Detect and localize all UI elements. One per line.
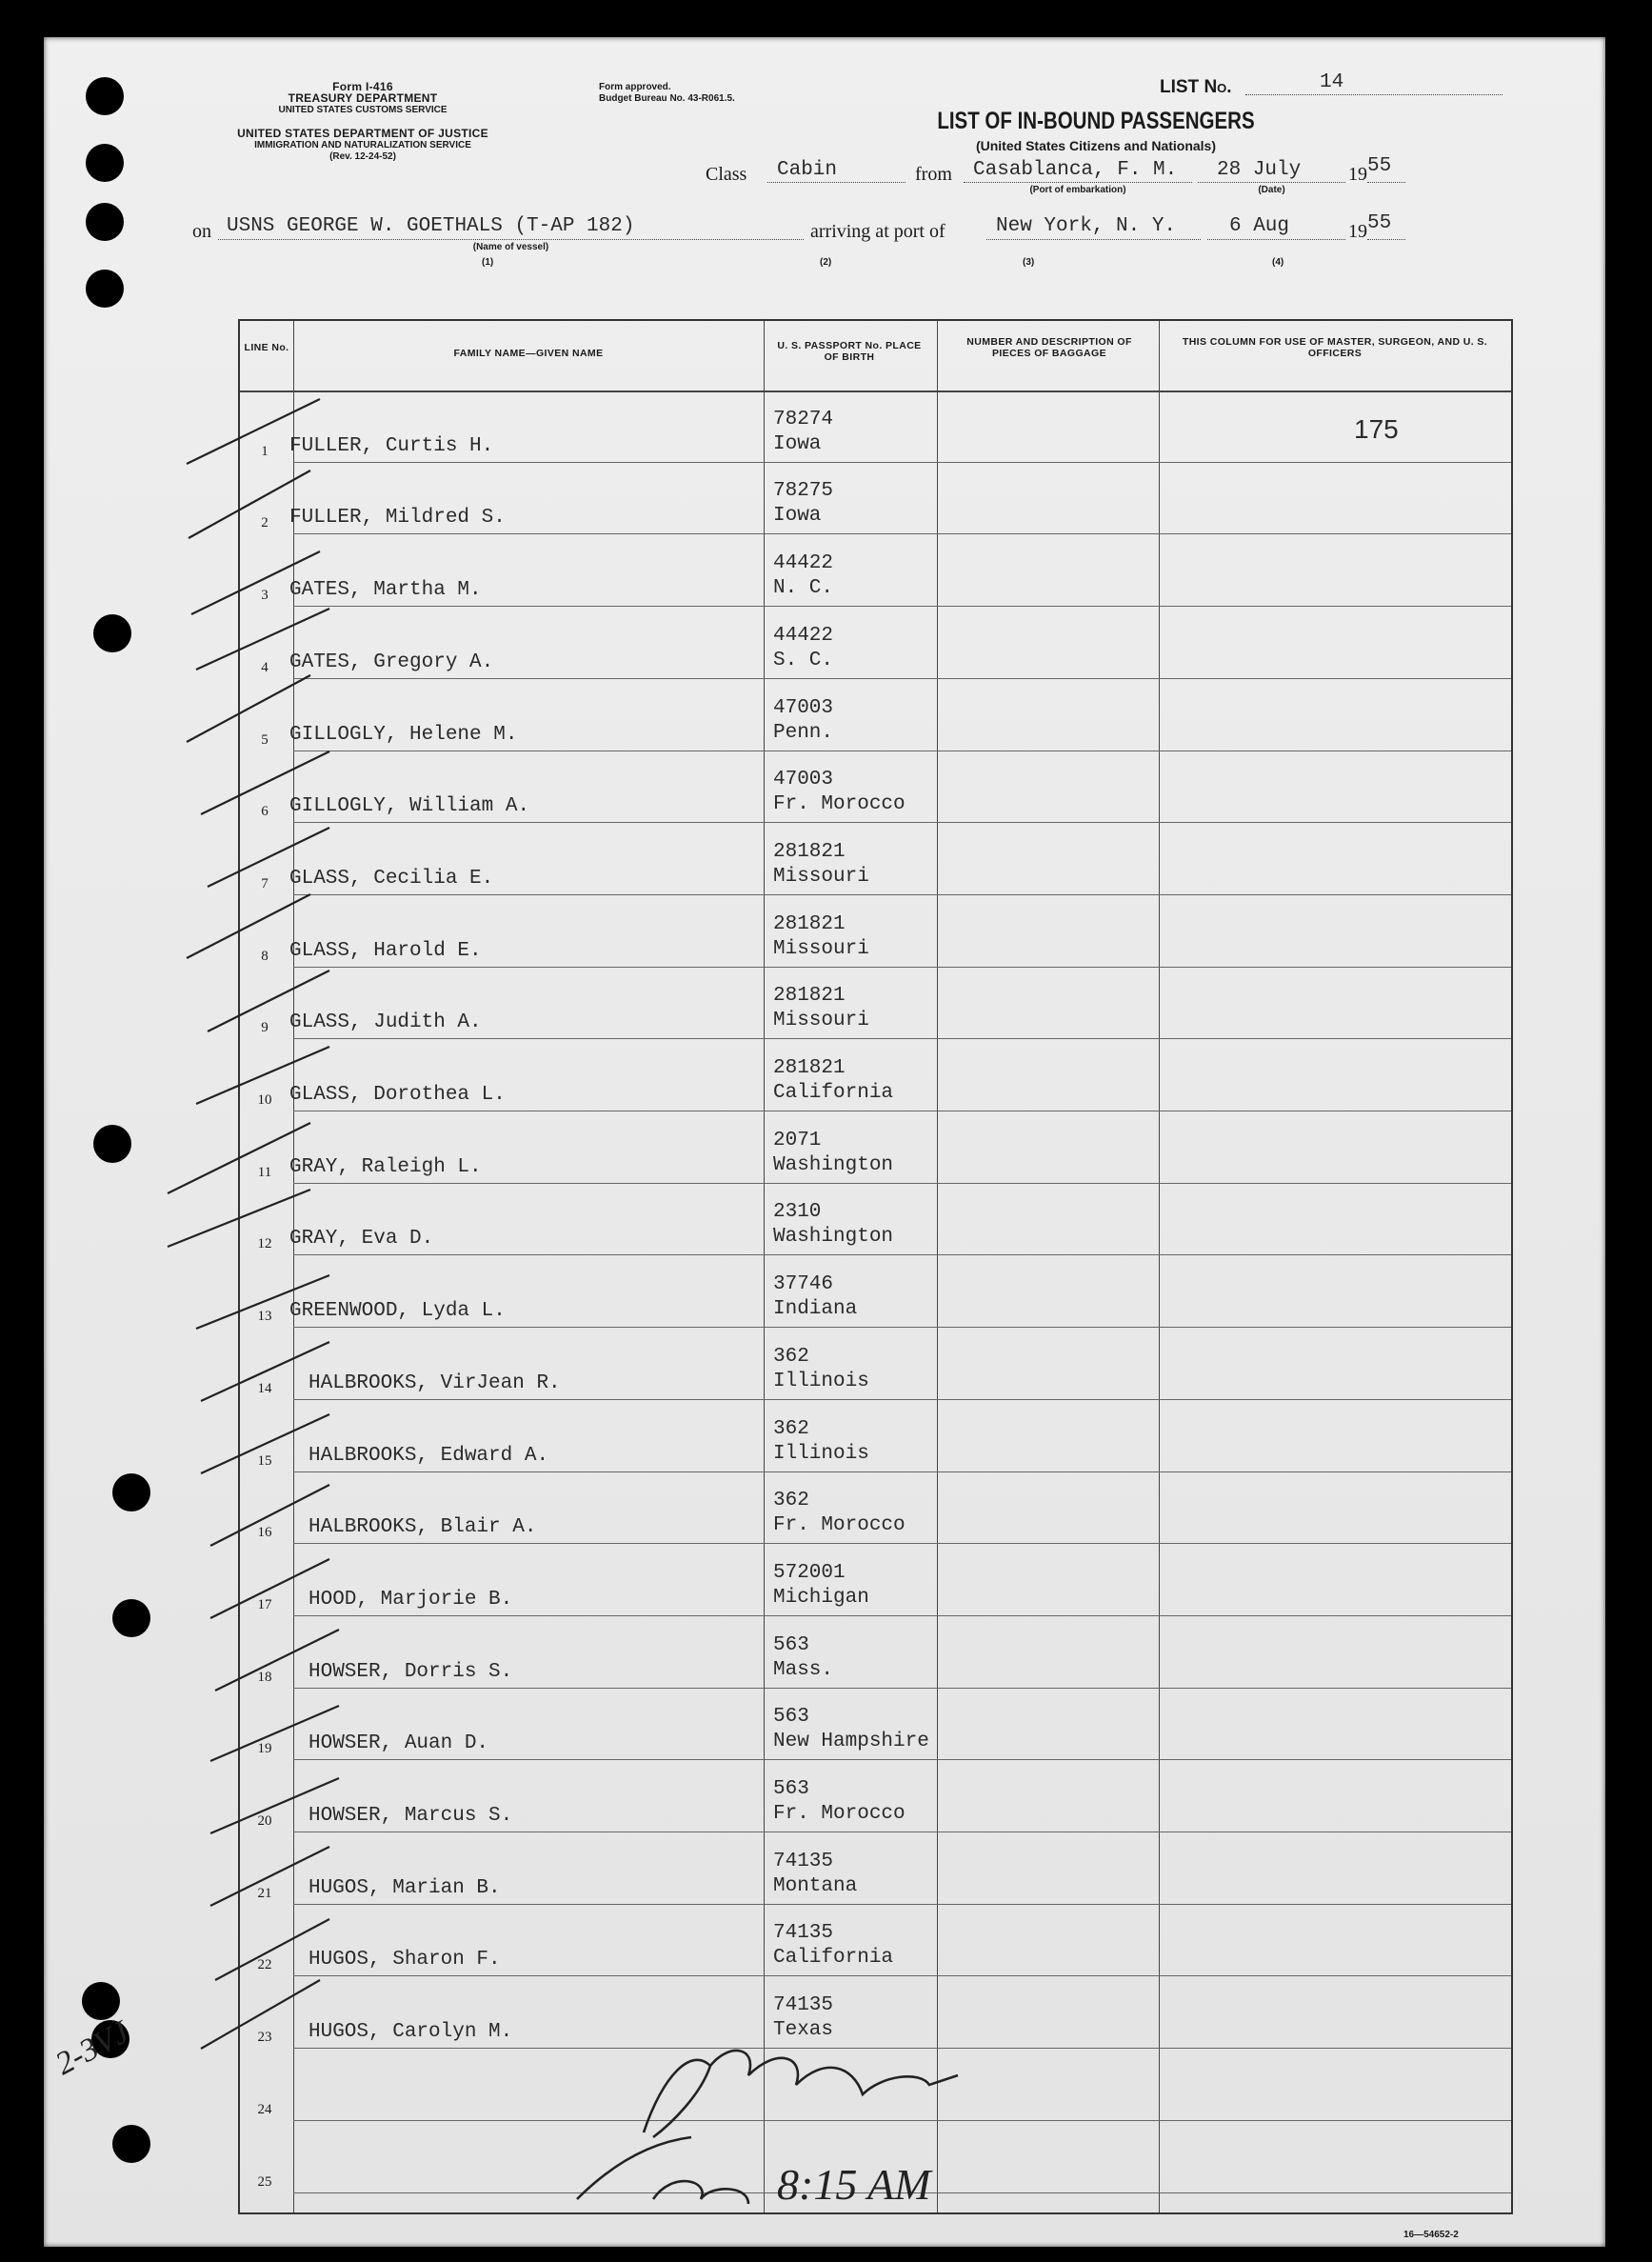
place-of-birth: Washington xyxy=(773,1226,894,1249)
treasury-dept: TREASURY DEPARTMENT xyxy=(288,91,438,105)
line-number: 5 xyxy=(261,731,269,748)
class-label: Class xyxy=(706,164,747,185)
col-number-1: (1) xyxy=(482,257,494,268)
line-number: 7 xyxy=(261,875,269,891)
line-number: 18 xyxy=(257,1669,272,1685)
place-of-birth: Missouri xyxy=(773,937,869,960)
passenger-name: GREENWOOD, Lyda L. xyxy=(289,1300,506,1323)
line-number: 22 xyxy=(257,1957,272,1973)
officer-note: 175 xyxy=(1354,414,1399,444)
passenger-name: GILLOGLY, William A. xyxy=(289,795,530,818)
arriving-label: arriving at port of xyxy=(810,221,945,242)
col-number-4: (4) xyxy=(1272,257,1284,268)
place-of-birth: New Hampshire xyxy=(773,1731,929,1753)
line-number: 12 xyxy=(257,1236,272,1252)
check-marks xyxy=(168,399,339,2049)
port-embarkation: Casablanca, F. M. xyxy=(973,159,1178,181)
place-of-birth: Indiana xyxy=(773,1298,858,1321)
year-prefix: 19 xyxy=(1348,164,1367,185)
line-number: 25 xyxy=(257,2173,272,2190)
passenger-name: HOWSER, Dorris S. xyxy=(309,1660,513,1683)
passport-number: 2310 xyxy=(773,1201,822,1224)
manifest-page xyxy=(44,37,1605,2247)
place-of-birth: Fr. Morocco xyxy=(773,1803,906,1825)
passport-number: 281821 xyxy=(773,985,846,1008)
passport-number: 74135 xyxy=(773,1850,834,1872)
header-officers: THIS COLUMN FOR USE OF MASTER, SURGEON, AND U. S. OFFICERS xyxy=(1182,336,1488,359)
passport-number: 47003 xyxy=(773,769,834,791)
line-number: 1 xyxy=(261,443,269,459)
margin-note: 2-3VJ xyxy=(50,2014,135,2083)
header-line-no: LINE No. xyxy=(244,342,289,353)
line-number: 9 xyxy=(261,1020,269,1036)
form-approved: Form approved. xyxy=(599,82,671,92)
passenger-name: HOWSER, Auan D. xyxy=(309,1732,489,1755)
line-number: 16 xyxy=(257,1525,272,1541)
line-number: 13 xyxy=(257,1309,272,1325)
place-of-birth: N. C. xyxy=(773,577,834,600)
place-of-birth: Missouri xyxy=(773,865,869,888)
passport-number: 44422 xyxy=(773,552,834,575)
passport-number: 563 xyxy=(773,1778,809,1800)
line-number: 8 xyxy=(261,948,269,964)
class-value: Cabin xyxy=(777,159,838,181)
passenger-name: FULLER, Mildred S. xyxy=(289,507,506,530)
line-number: 19 xyxy=(257,1741,272,1757)
passenger-name: HUGOS, Sharon F. xyxy=(309,1949,501,1972)
passenger-name: GRAY, Eva D. xyxy=(289,1228,434,1251)
port-embarkation-caption: (Port of embarkation) xyxy=(1029,185,1126,195)
line-number: 11 xyxy=(257,1164,272,1180)
passport-number: 362 xyxy=(773,1490,809,1512)
passenger-name: GLASS, Judith A. xyxy=(289,1011,482,1034)
place-of-birth: Fr. Morocco xyxy=(773,793,906,816)
year-prefix-arrival: 19 xyxy=(1348,221,1367,242)
passport-number: 563 xyxy=(773,1633,809,1656)
passenger-name: FULLER, Curtis H. xyxy=(289,434,494,457)
passenger-name: HALBROOKS, Blair A. xyxy=(309,1516,537,1539)
passenger-name: GLASS, Dorothea L. xyxy=(289,1084,506,1106)
time-note: 8:15 AM xyxy=(777,2160,931,2209)
passport-number: 281821 xyxy=(773,1057,846,1079)
passenger-name: GATES, Martha M. xyxy=(289,579,482,602)
place-of-birth: Montana xyxy=(773,1874,858,1897)
place-of-birth: Missouri xyxy=(773,1010,869,1032)
place-of-birth: Iowa xyxy=(773,432,822,455)
line-number: 17 xyxy=(257,1596,272,1612)
passport-number: 362 xyxy=(773,1417,809,1440)
line-number: 2 xyxy=(261,515,269,531)
place-of-birth: California xyxy=(773,1082,894,1104)
header-baggage: NUMBER AND DESCRIPTION OF PIECES OF BAGGAGE xyxy=(966,336,1132,359)
place-of-birth: Washington xyxy=(773,1153,894,1176)
passport-number: 2071 xyxy=(773,1129,822,1151)
passenger-name: GLASS, Cecilia E. xyxy=(289,867,494,890)
line-number: 24 xyxy=(257,2101,272,2117)
passenger-name: HUGOS, Carolyn M. xyxy=(309,2021,513,2044)
list-no-value: 14 xyxy=(1320,71,1344,93)
line-number: 14 xyxy=(257,1380,272,1396)
vessel-caption: (Name of vessel) xyxy=(472,242,549,252)
passport-number: 362 xyxy=(773,1345,809,1368)
place-of-birth: Michigan xyxy=(773,1586,869,1609)
col-number-2: (2) xyxy=(820,257,832,268)
customs-service: UNITED STATES CUSTOMS SERVICE xyxy=(278,105,448,115)
passenger-name: GATES, Gregory A. xyxy=(289,651,494,673)
passport-number: 78275 xyxy=(773,480,834,503)
arrival-year: 55 xyxy=(1367,212,1392,234)
list-no-label: LIST No. xyxy=(1160,77,1232,97)
from-label: from xyxy=(915,164,952,185)
line-number: 3 xyxy=(261,588,269,604)
place-of-birth: S. C. xyxy=(773,649,834,671)
passport-number: 563 xyxy=(773,1706,809,1729)
form-number: Form I-416 xyxy=(332,80,393,93)
place-of-birth: Texas xyxy=(773,2019,834,2042)
passenger-name: GRAY, Raleigh L. xyxy=(289,1155,482,1178)
form-title: LIST OF IN-BOUND PASSENGERS xyxy=(937,108,1255,134)
revision-date: (Rev. 12-24-52) xyxy=(329,151,396,162)
place-of-birth: Penn. xyxy=(773,721,834,744)
passenger-name: GLASS, Harold E. xyxy=(289,939,482,962)
line-number: 21 xyxy=(257,1885,272,1901)
date-caption: (Date) xyxy=(1258,185,1285,195)
place-of-birth: Illinois xyxy=(773,1442,869,1465)
passenger-name: HUGOS, Marian B. xyxy=(309,1876,501,1899)
passport-number: 44422 xyxy=(773,624,834,647)
passport-number: 572001 xyxy=(773,1561,846,1584)
place-of-birth: California xyxy=(773,1947,894,1970)
passport-number: 47003 xyxy=(773,696,834,719)
passenger-name: HOWSER, Marcus S. xyxy=(309,1805,513,1827)
form-subtitle: (United States Citizens and Nationals) xyxy=(975,138,1217,153)
place-of-birth: Fr. Morocco xyxy=(773,1514,906,1537)
ins-service: IMMIGRATION AND NATURALIZATION SERVICE xyxy=(254,140,471,150)
handwriting-layer xyxy=(44,37,1605,2247)
passenger-name: HALBROOKS, Edward A. xyxy=(309,1444,549,1467)
passenger-name: GILLOGLY, Helene M. xyxy=(289,723,518,746)
departure-year: 55 xyxy=(1367,155,1392,177)
line-number: 23 xyxy=(257,2030,272,2046)
passport-number: 74135 xyxy=(773,1994,834,2017)
line-number: 15 xyxy=(257,1452,272,1469)
line-number: 20 xyxy=(257,1813,272,1829)
place-of-birth: Iowa xyxy=(773,505,822,528)
footer-code: 16—54652-2 xyxy=(1403,2230,1459,2240)
line-number: 10 xyxy=(257,1092,272,1108)
place-of-birth: Illinois xyxy=(773,1370,869,1392)
header-name: FAMILY NAME—GIVEN NAME xyxy=(453,348,604,359)
arrival-port: New York, N. Y. xyxy=(996,215,1177,237)
passport-number: 78274 xyxy=(773,408,834,430)
passport-number: 281821 xyxy=(773,840,846,863)
passport-number: 281821 xyxy=(773,912,846,935)
line-number: 4 xyxy=(261,659,269,675)
place-of-birth: Mass. xyxy=(773,1658,834,1681)
vessel-name: USNS GEORGE W. GOETHALS (T-AP 182) xyxy=(227,215,635,237)
justice-dept: UNITED STATES DEPARTMENT OF JUSTICE xyxy=(237,127,488,140)
budget-bureau: Budget Bureau No. 43-R061.5. xyxy=(599,93,735,104)
passenger-name: HALBROOKS, VirJean R. xyxy=(309,1371,561,1394)
departure-date: 28 July xyxy=(1217,159,1302,181)
passenger-name: HOOD, Marjorie B. xyxy=(309,1588,513,1611)
line-number: 6 xyxy=(261,804,269,820)
on-label: on xyxy=(192,221,211,242)
arrival-date: 6 Aug xyxy=(1229,215,1290,237)
header-passport: U. S. PASSPORT No. PLACE OF BIRTH xyxy=(777,340,922,363)
col-number-3: (3) xyxy=(1023,257,1035,268)
passport-number: 74135 xyxy=(773,1922,834,1945)
passport-number: 37746 xyxy=(773,1273,834,1296)
